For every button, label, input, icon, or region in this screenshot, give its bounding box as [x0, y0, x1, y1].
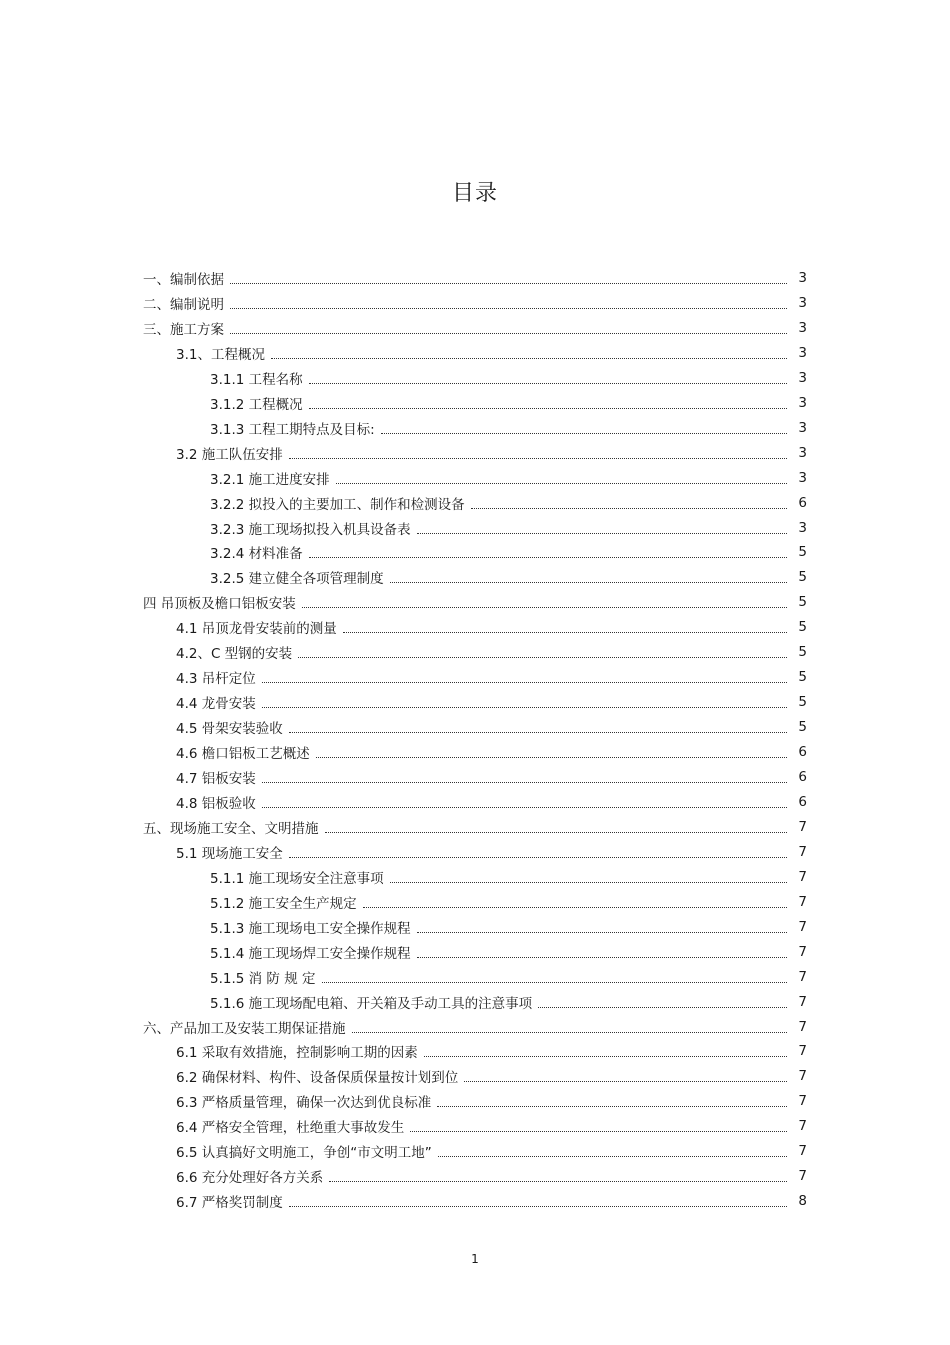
toc-entry-label: 4.4 龙骨安装	[176, 696, 256, 713]
dot-leader	[309, 382, 787, 384]
toc-entry[interactable]	[176, 640, 807, 664]
toc-entry-label: 4.3 吊杆定位	[176, 671, 256, 688]
toc-entry-label: 5.1.4 施工现场焊工安全操作规程	[210, 945, 411, 962]
dot-leader	[410, 1130, 787, 1132]
toc-entry[interactable]	[176, 1164, 807, 1188]
dot-leader	[262, 706, 787, 708]
toc-entry[interactable]	[176, 441, 807, 465]
toc-entry[interactable]	[210, 516, 807, 540]
toc-entry-label: 四 吊顶板及檐口铝板安装	[143, 596, 296, 613]
toc-entry-label: 3.1.3 工程工期特点及目标:	[210, 421, 375, 438]
dot-leader	[230, 307, 787, 309]
toc-entry-label: 4.5 骨架安装验收	[176, 721, 283, 738]
toc-entry-label: 5.1.3 施工现场电工安全操作规程	[210, 920, 411, 937]
toc-entry[interactable]	[176, 715, 807, 739]
toc-entry-label: 4.8 铝板验收	[176, 795, 256, 812]
toc-entry-page: 6	[798, 793, 807, 810]
toc-entry-page: 7	[798, 1018, 807, 1035]
dot-leader	[329, 1180, 787, 1182]
dot-leader	[316, 756, 787, 758]
toc-entry[interactable]	[210, 391, 807, 415]
dot-leader	[424, 1055, 787, 1057]
toc-entry-page: 7	[798, 1168, 807, 1185]
toc-entry-label: 5.1 现场施工安全	[176, 845, 283, 862]
toc-entry-label: 4.6 檐口铝板工艺概述	[176, 746, 310, 763]
dot-leader	[325, 831, 788, 833]
toc-entry-page: 7	[798, 1093, 807, 1110]
dot-leader	[390, 881, 787, 883]
toc-entry-page: 3	[798, 369, 807, 386]
dot-leader	[302, 606, 787, 608]
dot-leader	[438, 1155, 787, 1157]
dot-leader	[352, 1031, 788, 1033]
toc-entry[interactable]	[176, 790, 807, 814]
toc-entry-label: 3.2.1 施工进度安排	[210, 471, 330, 488]
toc-entry[interactable]	[176, 615, 807, 639]
toc-title: 目录	[451, 181, 498, 206]
toc-entry-page: 7	[798, 1043, 807, 1060]
toc-entry-page: 6	[798, 769, 807, 785]
toc-entry-page: 5	[798, 569, 807, 586]
dot-leader	[271, 357, 787, 359]
toc-entry[interactable]	[176, 840, 807, 864]
toc-entry[interactable]	[176, 765, 807, 789]
toc-entry-page: 7	[798, 918, 807, 935]
toc-entry-label: 6.1 采取有效措施，控制影响工期的因素	[176, 1045, 418, 1062]
toc-entry-page: 3	[798, 469, 807, 486]
toc-entry-page: 3	[798, 394, 807, 411]
toc-entry[interactable]	[143, 1015, 807, 1039]
dot-leader	[336, 482, 787, 484]
toc-entry-page: 7	[798, 993, 807, 1010]
toc-entry-page: 3	[798, 294, 807, 311]
dot-leader	[230, 282, 787, 284]
toc-entry[interactable]	[210, 965, 807, 989]
toc-entry-label: 6.4 严格安全管理，杜绝重大事故发生	[176, 1120, 405, 1137]
toc-entry-label: 6.3 严格质量管理，确保一次达到优良标准	[176, 1095, 432, 1112]
toc-entry-page: 3	[798, 344, 807, 361]
toc-entry-page: 7	[798, 868, 807, 885]
toc-entry[interactable]	[210, 366, 807, 390]
toc-entry[interactable]	[143, 590, 807, 614]
dot-leader	[464, 1080, 787, 1082]
toc-entry-label: 3.2.2 拟投入的主要加工、制作和检测设备	[210, 496, 465, 513]
dot-leader	[363, 906, 787, 908]
toc-entry-page: 3	[798, 319, 807, 336]
toc-entry-page: 3	[798, 519, 807, 536]
dot-leader	[262, 806, 787, 808]
toc-entry[interactable]	[176, 1189, 807, 1213]
dot-leader	[289, 731, 787, 733]
toc-entry[interactable]	[176, 1139, 807, 1163]
toc-entry-page: 7	[798, 1118, 807, 1135]
toc-entry-label: 6.5 认真搞好文明施工，争创“市文明工地”	[176, 1145, 432, 1162]
dot-leader	[322, 981, 787, 983]
toc-entry[interactable]	[176, 1089, 807, 1113]
toc-entry[interactable]	[210, 990, 807, 1014]
toc-entry-label: 3.1、工程概况	[176, 346, 265, 363]
toc-entry-label: 3.2.5 建立健全各项管理制度	[210, 571, 384, 588]
dot-leader	[289, 1205, 787, 1207]
toc-entry-label: 3.1.1 工程名称	[210, 371, 303, 388]
dot-leader	[390, 581, 787, 583]
toc-entry-label: 一、编制依据	[143, 272, 224, 288]
toc-entry[interactable]	[176, 740, 807, 764]
toc-entry-page: 7	[798, 843, 807, 860]
toc-entry[interactable]	[176, 665, 807, 689]
toc-entry[interactable]	[143, 815, 807, 839]
toc-entry-label: 5.1.1 施工现场安全注意事项	[210, 870, 384, 887]
toc-entry-page: 3	[798, 419, 807, 436]
toc-entry-label: 6.2 确保材料、构件、设备保质保量按计划到位	[176, 1070, 459, 1087]
toc-entry[interactable]	[210, 940, 807, 964]
dot-leader	[538, 1006, 787, 1008]
toc-entry-label: 5.1.5 消 防 规 定	[210, 970, 316, 987]
toc-entry[interactable]	[210, 890, 807, 914]
toc-entry-page: 6	[798, 744, 807, 761]
toc-entry-label: 3.2.4 材料准备	[210, 546, 303, 563]
dot-leader	[417, 931, 787, 933]
toc-entry[interactable]	[143, 266, 807, 290]
dot-leader	[289, 856, 787, 858]
toc-entry[interactable]	[143, 316, 807, 340]
toc-entry[interactable]	[210, 865, 807, 889]
toc-entry-page: 5	[798, 619, 807, 636]
dot-leader	[230, 332, 787, 334]
dot-leader	[417, 956, 787, 958]
toc-entry[interactable]	[176, 1064, 807, 1088]
toc-entry-label: 3.1.2 工程概况	[210, 396, 303, 413]
toc-entry-label: 六、产品加工及安装工期保证措施	[143, 1020, 346, 1037]
toc-entry[interactable]	[176, 341, 807, 365]
toc-entry[interactable]	[210, 565, 807, 589]
toc-entry-page: 5	[798, 719, 807, 736]
dot-leader	[289, 457, 787, 459]
dot-leader	[343, 631, 787, 633]
toc-entry-page: 7	[798, 818, 807, 835]
toc-entry-label: 4.2、C 型钢的安装	[176, 646, 293, 663]
toc-entry-page: 5	[798, 544, 807, 561]
dot-leader	[381, 432, 787, 434]
toc-entry-page: 3	[798, 270, 807, 286]
dot-leader	[417, 532, 787, 534]
dot-leader	[262, 781, 787, 783]
toc-entry-label: 5.1.2 施工安全生产规定	[210, 895, 357, 912]
dot-leader	[437, 1105, 787, 1107]
dot-leader	[309, 407, 787, 409]
toc-entry-label: 二、编制说明	[143, 296, 224, 313]
toc-entry-label: 5.1.6 施工现场配电箱、开关箱及手动工具的注意事项	[210, 995, 533, 1012]
toc-entry-page: 8	[798, 1193, 807, 1210]
toc-entry-label: 三、施工方案	[143, 321, 224, 338]
toc-entry[interactable]	[210, 466, 807, 490]
toc-entry-page: 5	[798, 594, 807, 611]
toc-entry-page: 7	[798, 943, 807, 960]
dot-leader	[298, 656, 787, 658]
toc-entry[interactable]	[210, 915, 807, 939]
toc-entry-page: 7	[798, 893, 807, 910]
dot-leader	[309, 556, 787, 558]
toc-entry[interactable]	[176, 1039, 807, 1063]
toc-entry[interactable]	[210, 491, 807, 515]
toc-entry-page: 7	[798, 968, 807, 985]
toc-entry[interactable]	[143, 291, 807, 315]
toc-entry[interactable]	[176, 1114, 807, 1138]
toc-entry-label: 4.1 吊顶龙骨安装前的测量	[176, 621, 337, 638]
toc-entry[interactable]	[176, 690, 807, 714]
toc-entry-label: 6.6 充分处理好各方关系	[176, 1170, 324, 1187]
toc-entry-label: 3.2 施工队伍安排	[176, 446, 283, 463]
toc-entry[interactable]	[210, 416, 807, 440]
toc-entry-label: 4.7 铝板安装	[176, 771, 256, 787]
dot-leader	[471, 507, 787, 509]
toc-entry-page: 5	[798, 644, 807, 661]
page-number: 1	[471, 1252, 479, 1266]
toc-entry-label: 五、现场施工安全、文明措施	[143, 820, 319, 837]
toc-entry-label: 6.7 严格奖罚制度	[176, 1195, 283, 1212]
toc-entry-page: 3	[798, 444, 807, 461]
toc-entry-page: 5	[798, 694, 807, 711]
toc-entry-page: 7	[798, 1143, 807, 1160]
dot-leader	[262, 681, 787, 683]
toc-entry-page: 7	[798, 1068, 807, 1085]
toc-entry[interactable]	[210, 540, 807, 564]
toc-entry-page: 6	[798, 494, 807, 511]
toc-entry-label: 3.2.3 施工现场拟投入机具设备表	[210, 521, 411, 538]
toc-entry-page: 5	[798, 669, 807, 686]
